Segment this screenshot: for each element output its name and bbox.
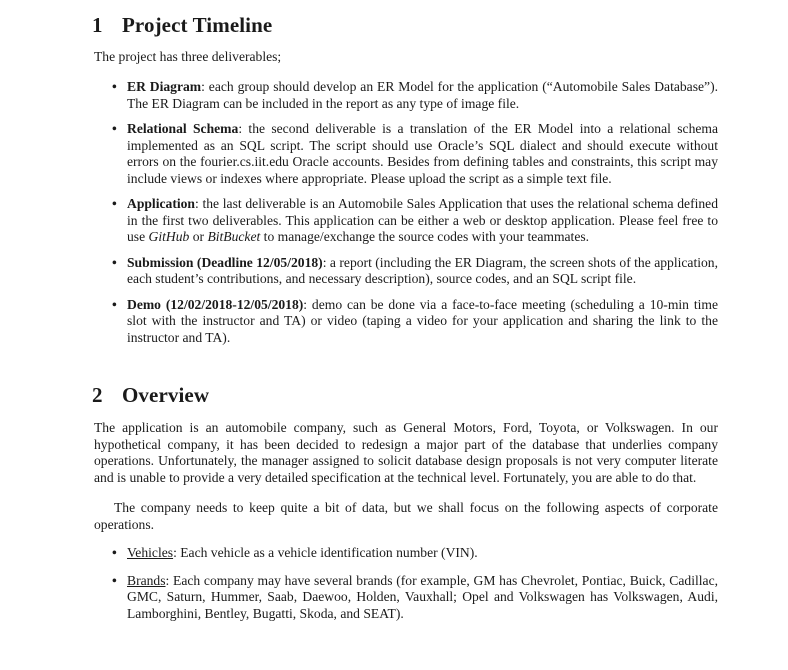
item-text: : the second deliverable is a translation of the ER Model into a relational schema implemented as an SQL script. The script should use Oracle’s SQL dialect and should execute without errors on the fourier.cs.iit.edu Oracle accounts. Besides from defining tables and constraints, this script may include views or indexes where appropriate. Please upload the script as a simple text file.	[127, 121, 719, 186]
bullet-icon: •	[112, 121, 117, 136]
aspects-list	[112, 545, 718, 622]
item-term: Brands	[127, 572, 166, 588]
item-term: Demo (12/02/2018-12/05/2018)	[127, 296, 304, 312]
list-item	[112, 196, 718, 246]
list-item	[112, 79, 718, 112]
bullet-icon: •	[112, 254, 117, 270]
section-1-heading	[92, 13, 272, 38]
list-item	[112, 297, 718, 347]
github-mention: GitHub	[148, 229, 190, 244]
overview-paragraph-1: The application is an automobile company, such as General Motors, Ford, Toyota, or Volkswagen. In our hypothetical company, it has been decided to redesign a major part of the database that underlies company operations. Unfortunately, the manager assigned to solicit database design proposals is not very computer literate and is unable to provide a very detailed specification at the technical level. Fortunately, you are able to do that.	[94, 420, 718, 485]
bullet-icon: •	[112, 79, 117, 94]
section-2-title: Overview	[122, 383, 210, 407]
item-text: or	[189, 229, 208, 244]
section-2-heading	[92, 383, 209, 408]
bullet-icon: •	[112, 296, 117, 312]
bullet-icon: •	[112, 196, 117, 211]
bullet-icon: •	[112, 572, 117, 588]
bitbucket-mention: BitBucket	[207, 229, 261, 244]
item-term: Relational Schema	[127, 121, 239, 136]
overview-paragraph-2: The company needs to keep quite a bit of data, but we shall focus on the following aspects of corporate operations.	[94, 500, 718, 532]
list-item	[112, 121, 718, 187]
item-term: Vehicles	[127, 545, 174, 560]
list-item	[112, 573, 718, 623]
item-text: : each group should develop an ER Model for the application (“Automobile Sales Database”). The ER Diagram can be included in the report as any type of image file.	[127, 79, 718, 111]
item-text: : the last deliverable is an Automobile Sales Application that uses the relational schema defined in the first two deliverables. This application can be either a web or desktop application. Please feel free to use	[127, 196, 718, 244]
item-text: : Each vehicle as a vehicle identification number (VIN).	[173, 545, 478, 560]
section-1-title: Project Timeline	[122, 13, 273, 37]
item-text: : demo can be done via a face-to-face meeting (scheduling a 10-min time slot with the instructor and TA) or video (taping a video for your application and sharing the link to the instructor and TA).	[127, 296, 718, 345]
section-1-number: 1	[92, 13, 103, 37]
list-item	[112, 255, 718, 288]
deliverables-list	[112, 79, 718, 346]
item-text: to manage/exchange the source codes with your teammates.	[260, 229, 590, 244]
item-text: : Each company may have several brands (for example, GM has Chevrolet, Pontiac, Buick, Cadillac, GMC, Saturn, Hummer, Saab, Daewoo, Holden, Vauxhall; Opel and Volkswagen has Volkswagen, Audi, Lamborghini, Bentley, Bugatti, Skoda, and SEAT).	[127, 572, 718, 621]
item-term: ER Diagram	[127, 79, 202, 94]
item-term: Submission (Deadline 12/05/2018)	[127, 254, 323, 270]
section-1-intro: The project has three deliverables;	[94, 49, 282, 64]
item-term: Application	[127, 196, 195, 211]
list-item	[112, 545, 718, 562]
item-text: : a report (including the ER Diagram, the screen shots of the application, each student’s contributions, and necessary description), source codes, and an SQL script file.	[127, 254, 718, 286]
section-2-number: 2	[92, 383, 103, 407]
bullet-icon: •	[112, 545, 117, 560]
